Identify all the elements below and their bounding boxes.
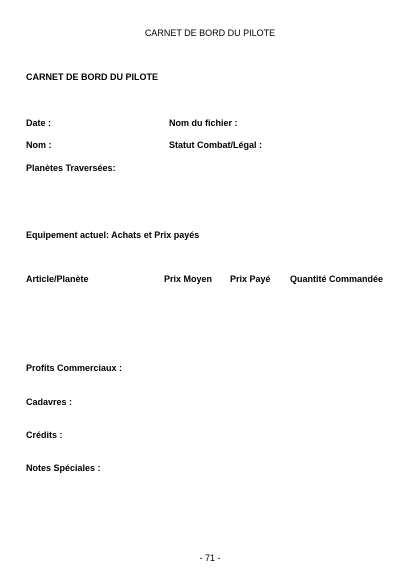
page-number: - 71 - <box>199 553 221 563</box>
corpses-label: Cadavres : <box>26 397 73 407</box>
special-notes-label: Notes Spéciales : <box>26 463 101 473</box>
document-title: CARNET DE BORD DU PILOTE <box>26 72 159 82</box>
equipment-heading: Equipement actuel: Achats et Prix payés <box>26 230 200 240</box>
date-label: Date : <box>26 118 52 128</box>
name-label: Nom : <box>26 140 52 150</box>
column-header-quantity: Quantité Commandée <box>290 274 384 284</box>
combat-status-label: Statut Combat/Légal : <box>169 140 263 150</box>
column-header-article: Article/Planète <box>26 274 89 284</box>
planets-label: Planètes Traversées: <box>26 163 116 173</box>
column-header-paid-price: Prix Payé <box>230 274 271 284</box>
file-name-label: Nom du fichier : <box>169 118 238 128</box>
profits-label: Profits Commerciaux : <box>26 363 123 373</box>
column-header-avg-price: Prix Moyen <box>164 274 213 284</box>
credits-label: Crédits : <box>26 430 63 440</box>
page-header: CARNET DE BORD DU PILOTE <box>144 28 276 38</box>
